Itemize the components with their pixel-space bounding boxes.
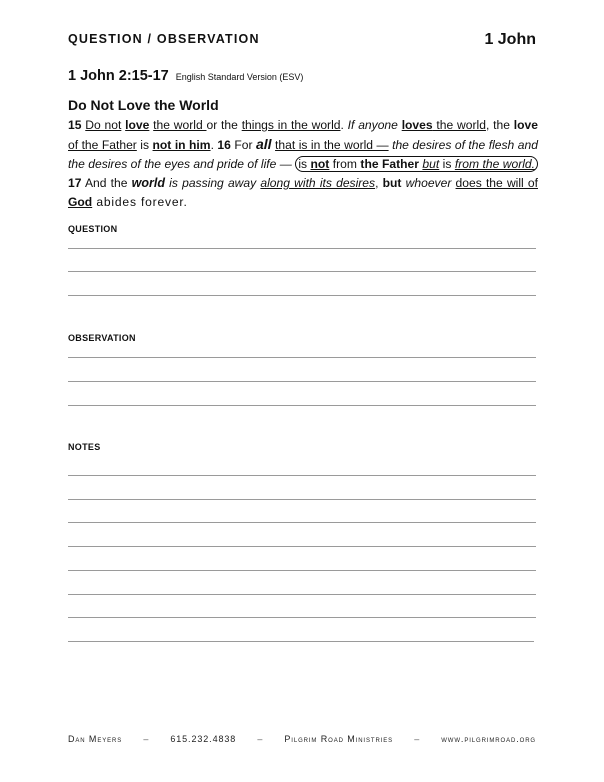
notes-writing-line xyxy=(68,594,536,595)
notes-writing-line xyxy=(68,641,534,642)
verse-text: is xyxy=(298,157,311,171)
footer-separator: – xyxy=(414,734,421,744)
verse-text: , xyxy=(375,176,383,190)
observation-label: OBSERVATION xyxy=(68,333,136,343)
worksheet-title: QUESTION / OBSERVATION xyxy=(68,32,260,46)
footer-separator: – xyxy=(143,734,150,744)
verse-text: of the Father xyxy=(68,138,137,152)
footer-organization: Pilgrim Road Ministries xyxy=(284,734,394,744)
notes-writing-line xyxy=(68,522,536,523)
verse-text: the Father xyxy=(360,157,419,171)
notes-writing-line xyxy=(68,617,536,618)
verse-text: whoever xyxy=(405,176,452,190)
question-writing-line xyxy=(68,271,536,272)
verse-text: world xyxy=(131,176,165,190)
notes-label: NOTES xyxy=(68,442,101,452)
passage-title: Do Not Love the World xyxy=(68,97,219,113)
verse-number-15: 15 xyxy=(68,118,82,132)
verse-text: is xyxy=(136,138,153,152)
verse-text: the desires of the flesh and the desires of the eyes and pride of life — xyxy=(68,138,538,171)
verse-number-16: 16 xyxy=(217,138,231,152)
notes-writing-line xyxy=(68,546,536,547)
verse-text: or the xyxy=(206,118,242,132)
verse-text: love xyxy=(513,118,538,132)
verse-text: not in him xyxy=(152,138,211,152)
notes-writing-line xyxy=(68,475,536,476)
observation-writing-line xyxy=(68,405,536,406)
notes-writing-line xyxy=(68,570,536,571)
verse-text: does the will of xyxy=(455,176,538,190)
verse-text: along with its desires xyxy=(260,176,376,190)
verse-text: . xyxy=(210,138,218,152)
verse-text: is xyxy=(439,157,455,171)
verse-text: but xyxy=(382,176,402,190)
verse-text: loves xyxy=(401,118,433,132)
footer-separator: – xyxy=(257,734,264,744)
verse-text: the world xyxy=(432,118,486,132)
verse-text: abides forever. xyxy=(92,195,188,209)
verse-text: God xyxy=(68,195,93,209)
verse-text: is passing away xyxy=(165,176,261,190)
book-name: 1 John xyxy=(484,31,536,48)
verse-text: from the world. xyxy=(454,157,535,171)
verse-text: things in the world xyxy=(241,118,341,132)
verse-text: For xyxy=(230,138,256,152)
verse-text: If anyone xyxy=(347,118,398,132)
question-writing-line xyxy=(68,295,536,296)
scripture-reference xyxy=(68,68,303,84)
question-label: QUESTION xyxy=(68,224,118,234)
verse-text: . xyxy=(340,118,348,132)
footer-author: Dan Meyers xyxy=(68,734,123,744)
verse-text: that is in the world — xyxy=(275,138,389,152)
observation-writing-line xyxy=(68,381,536,382)
scripture-passage xyxy=(68,116,538,212)
verse-text: And the xyxy=(81,176,132,190)
verse-text: , the xyxy=(485,118,514,132)
verse-text: not xyxy=(310,157,330,171)
footer-website: www.pilgrimroad.org xyxy=(441,734,536,744)
verse-text: Do not xyxy=(85,118,122,132)
footer-phone: 615.232.4838 xyxy=(170,734,237,744)
passage-reference: 1 John 2:15-17 xyxy=(68,68,169,84)
verse-text: but xyxy=(422,157,440,171)
bible-version: English Standard Version (ESV) xyxy=(175,72,304,82)
observation-writing-line xyxy=(68,357,536,358)
circled-phrase xyxy=(295,156,538,172)
verse-text: the world xyxy=(153,118,207,132)
notes-writing-line xyxy=(68,499,536,500)
verse-number-17: 17 xyxy=(68,176,82,190)
verse-text: from xyxy=(329,157,361,171)
footer xyxy=(68,734,536,744)
verse-text: love xyxy=(125,118,150,132)
verse-text: all xyxy=(255,136,272,152)
question-writing-line xyxy=(68,248,536,249)
